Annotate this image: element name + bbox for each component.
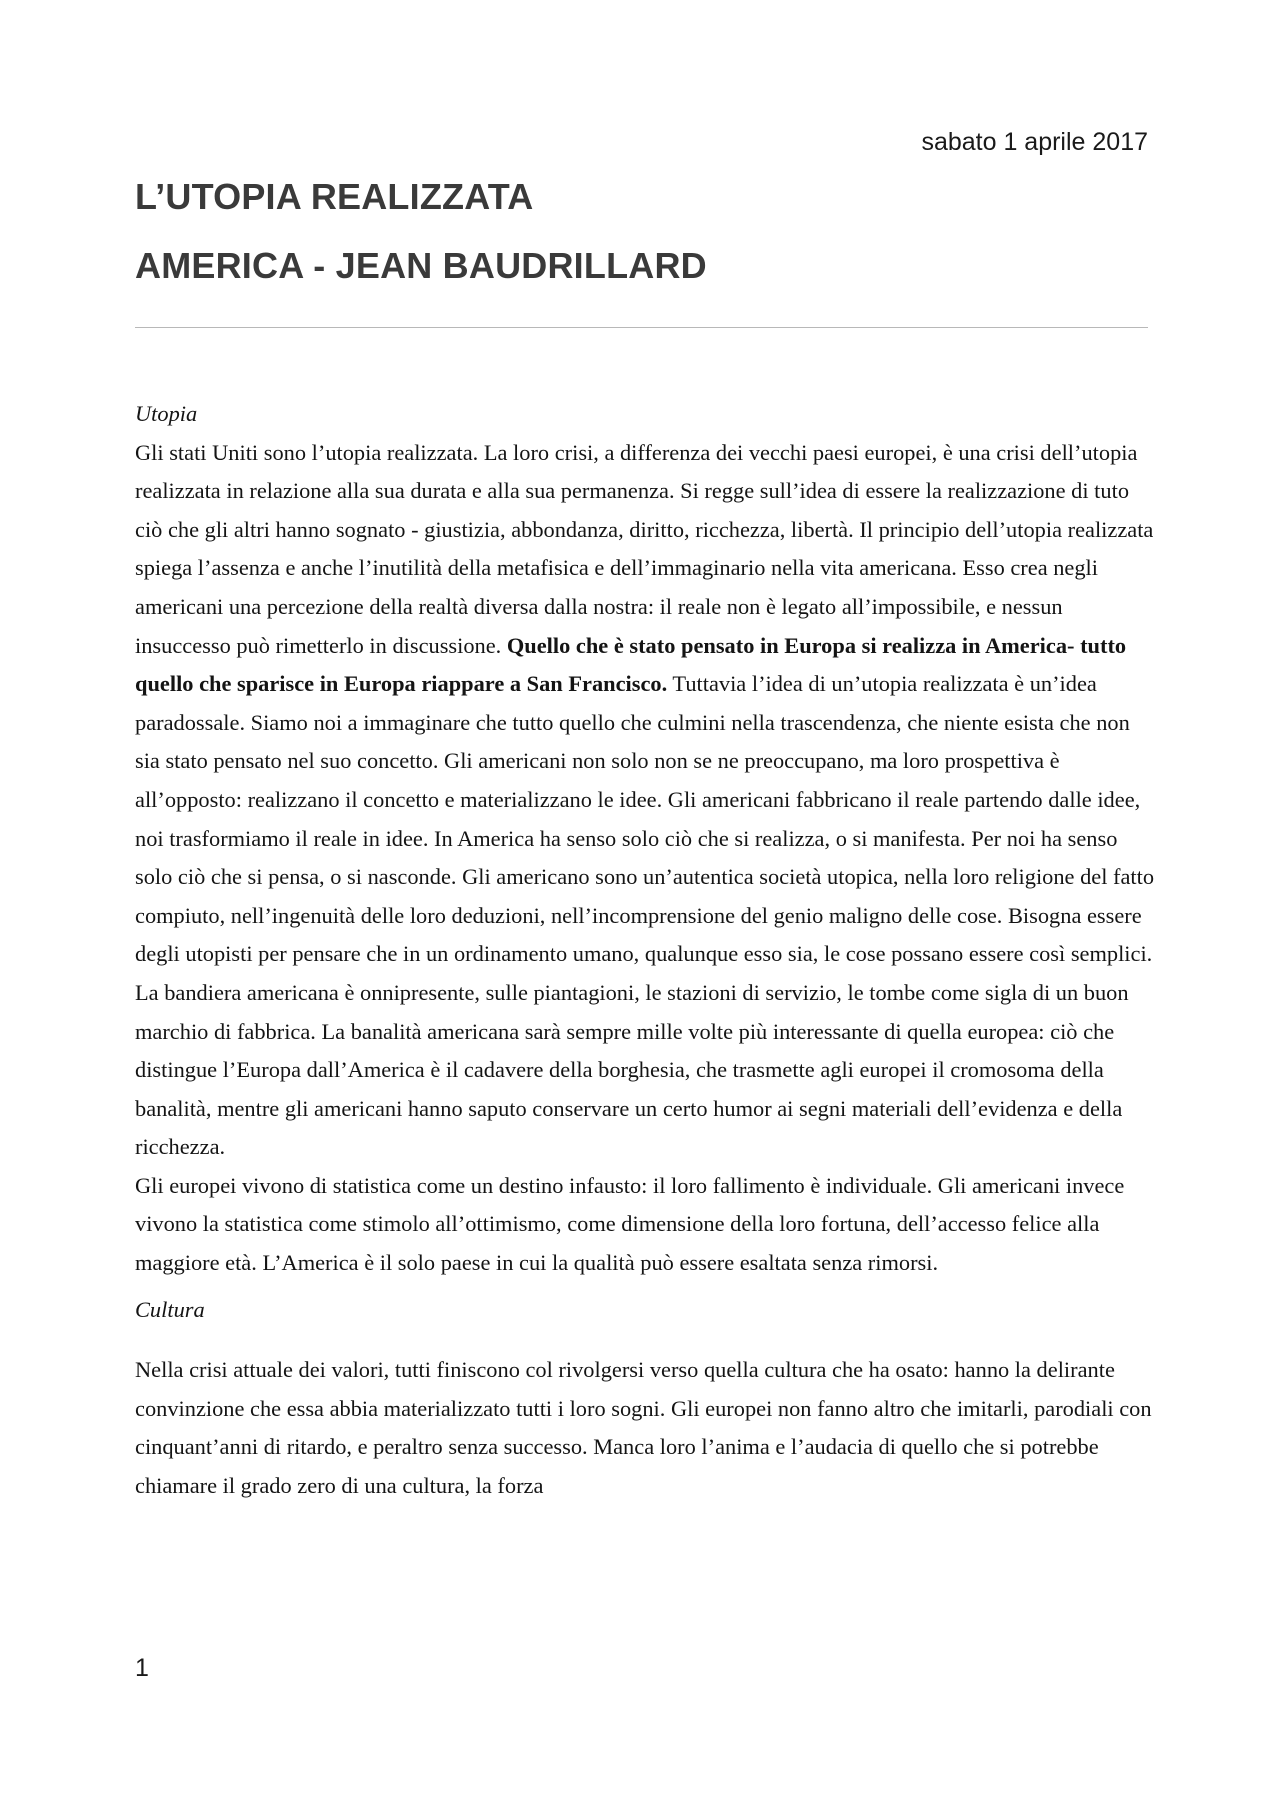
section-heading-utopia: Utopia bbox=[135, 401, 198, 426]
page-number: 1 bbox=[135, 1654, 149, 1682]
paragraph-utopia-1 bbox=[135, 434, 1155, 1167]
paragraph-utopia-2: Gli europei vivono di statistica come un destino infausto: il loro fallimento è individuale. Gli americani invece vivono la statistica come stimolo all’ottimismo, come dimensione della loro fortuna, dell’accesso felice alla maggiore età. L’America è il solo paese in cui la qualità può essere esaltata senza rimorsi. bbox=[135, 1172, 1125, 1276]
document-body bbox=[135, 395, 1155, 1506]
paragraph-bold-text: Quello che è stato pensato in Europa si realizza in America- tutto quello che sparisce in Europa riappare a San Francisco. bbox=[135, 632, 1127, 697]
document-title: L’UTOPIA REALIZZATA bbox=[135, 176, 534, 217]
title-divider bbox=[135, 327, 1148, 328]
paragraph-text: Gli stati Uniti sono l’utopia realizzata. La loro crisi, a differenza dei vecchi paesi europei, è una crisi dell’utopia realizzata in relazione alla sua durata e alla sua permanenza. Si regge sull’idea di essere la realizzazione di tuto ciò che gli altri hanno sognato - giustizia, abbondanza, diritto, ricchezza, libertà. Il principio dell’utopia realizzata spiega l’assenza e anche l’inutilità della metafisica e dell’immaginario nella vita americana. Esso crea negli americani una percezione della realtà diversa dalla nostra: il reale non è legato all’impossibile, e nessun insuccesso può rimetterlo in discussione. bbox=[135, 439, 1154, 658]
section-heading-cultura: Cultura bbox=[135, 1296, 205, 1322]
document-date: sabato 1 aprile 2017 bbox=[921, 128, 1148, 156]
paragraph-cultura-1: Nella crisi attuale dei valori, tutti finiscono col rivolgersi verso quella cultura che ha osato: hanno la delirante convinzione che essa abbia materializzato tutti i loro sogni. Gli europei non fanno altro che imitarli, parodiali con cinquant’anni di ritardo, e peraltro senza successo. Manca loro l’anima e l’audacia di quello che si potrebbe chiamare il grado zero di una cultura, la forza bbox=[135, 1357, 1152, 1499]
paragraph-text: Tuttavia l’idea di un’utopia realizzata è un’idea paradossale. Siamo noi a immaginare che tutto quello che culmini nella trascendenza, che niente esista che non sia stato pensato nel suo concetto. Gli americani non solo non se ne preoccupano, ma loro prospettiva è all’opposto: realizzano il concetto e materializzano le idee. Gli americani fabbricano il reale partendo dalle idee, noi trasformiamo il reale in idee. In America ha senso solo ciò che si realizza, o si manifesta. Per noi ha senso solo ciò che si pensa, o si nasconde. Gli americano sono un’autentica società utopica, nella loro religione del fatto compiuto, nell’ingenuità delle loro deduzioni, nell’incomprensione del genio maligno delle cose. Bisogna essere degli utopisti per pensare che in un ordinamento umano, qualunque esso sia, le cose possano essere così semplici. La bandiera americana è onnipresente, sulle piantagioni, le stazioni di servizio, le tombe come sigla di un buon marchio di fabbrica. La banalità americana sarà sempre mille volte più interessante di quella europea: ciò che distingue l’Europa dall’America è il cadavere della borghesia, che trasmette agli europei il cromosoma della banalità, mentre gli americani hanno saputo conservare un certo humor ai segni materiali dell’evidenza e della ricchezza. bbox=[135, 671, 1155, 1160]
document-subtitle: AMERICA - JEAN BAUDRILLARD bbox=[135, 245, 707, 286]
